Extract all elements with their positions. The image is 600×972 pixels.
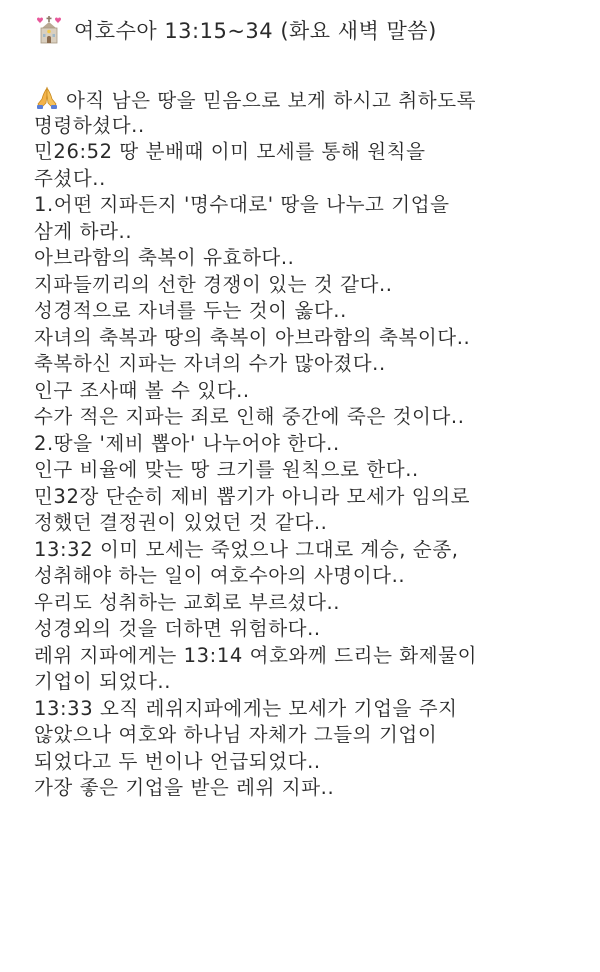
church-hearts-icon <box>34 15 64 45</box>
note-line <box>34 325 570 352</box>
note-line <box>34 696 570 723</box>
note-line-text: 축복하신 지파는 자녀의 수가 많아졌다.. <box>34 352 386 375</box>
note-line-text: 성경적으로 자녀를 두는 것이 옳다.. <box>34 299 347 322</box>
note-line <box>34 616 570 643</box>
note-line-text: 민32장 단순히 제비 뽑기가 아니라 모세가 임의로 <box>34 484 471 508</box>
note-body <box>34 86 570 802</box>
praying-hands-icon <box>34 86 60 110</box>
note-line-text: 되었다고 두 번이나 언급되었다.. <box>34 749 321 773</box>
note-line-text: 정했던 결정권이 있었던 것 같다.. <box>34 511 328 534</box>
note-line-text: 인구 조사때 볼 수 있다.. <box>34 378 250 402</box>
note-line <box>34 378 570 405</box>
note-line-text: 삼게 하라.. <box>34 219 133 243</box>
note-line <box>34 643 570 670</box>
note-line-text: 민26:52 땅 분배때 이미 모세를 통해 원칙을 <box>34 140 426 163</box>
note-line <box>34 245 570 272</box>
note-line <box>34 431 570 458</box>
note-line <box>34 86 570 113</box>
page-title: 여호수아 13:15~34 (화요 새벽 말씀) <box>74 19 437 43</box>
note-line-text: 가장 좋은 기업을 받은 레위 지파.. <box>34 776 335 799</box>
note-line <box>34 192 570 219</box>
note-line <box>34 351 570 378</box>
note-line <box>34 298 570 325</box>
note-line-text: 자녀의 축복과 땅의 축복이 아브라함의 축복이다.. <box>34 325 471 349</box>
note-line <box>34 457 570 484</box>
note-line-text: 주셨다.. <box>34 166 106 190</box>
note-line-text: 레위 지파에게는 13:14 여호와께 드리는 화제물이 <box>34 643 478 667</box>
note-line <box>34 484 570 511</box>
note-line <box>34 669 570 696</box>
note-line-text: 기업이 되었다.. <box>34 670 172 693</box>
note-line <box>34 510 570 537</box>
note-line-text: 13:32 이미 모세는 죽었으나 그대로 계승, 순종, <box>34 537 459 561</box>
note-line-text: 성경외의 것을 더하면 위험하다.. <box>34 617 321 640</box>
note-line-text: 우리도 성취하는 교회로 부르셨다.. <box>34 590 341 614</box>
note-line-text: 13:33 오직 레위지파에게는 모세가 기업을 주지 <box>34 696 458 720</box>
note-line <box>34 537 570 564</box>
note-line <box>34 775 570 802</box>
note-line <box>34 219 570 246</box>
note-line <box>34 749 570 776</box>
note-line <box>34 139 570 166</box>
note-line <box>34 590 570 617</box>
note-line-text: 인구 비율에 맞는 땅 크기를 원칙으로 한다.. <box>34 458 419 481</box>
title-row <box>34 10 570 50</box>
note-line-text: 2.땅을 '제비 뽑아' 나누어야 한다.. <box>34 431 340 455</box>
note-line-text: 않았으나 여호와 하나님 자체가 그들의 기업이 <box>34 723 438 746</box>
note-line-text: 아직 남은 땅을 믿음으로 보게 하시고 취하도록 <box>66 89 477 112</box>
note-line <box>34 113 570 140</box>
note-line-text: 성취해야 하는 일이 여호수아의 사명이다.. <box>34 564 406 587</box>
note-line <box>34 563 570 590</box>
note-line-text: 아브라함의 축복이 유효하다.. <box>34 246 295 269</box>
note-line <box>34 166 570 193</box>
note-line <box>34 404 570 431</box>
note-line-text: 1.어떤 지파든지 '명수대로' 땅을 나누고 기업을 <box>34 193 450 216</box>
note-line-text: 명령하셨다.. <box>34 113 145 137</box>
note-line <box>34 722 570 749</box>
note-line-text: 수가 적은 지파는 죄로 인해 중간에 죽은 것이다.. <box>34 405 465 428</box>
note-line <box>34 272 570 299</box>
note-line-text: 지파들끼리의 선한 경쟁이 있는 것 같다.. <box>34 272 393 296</box>
